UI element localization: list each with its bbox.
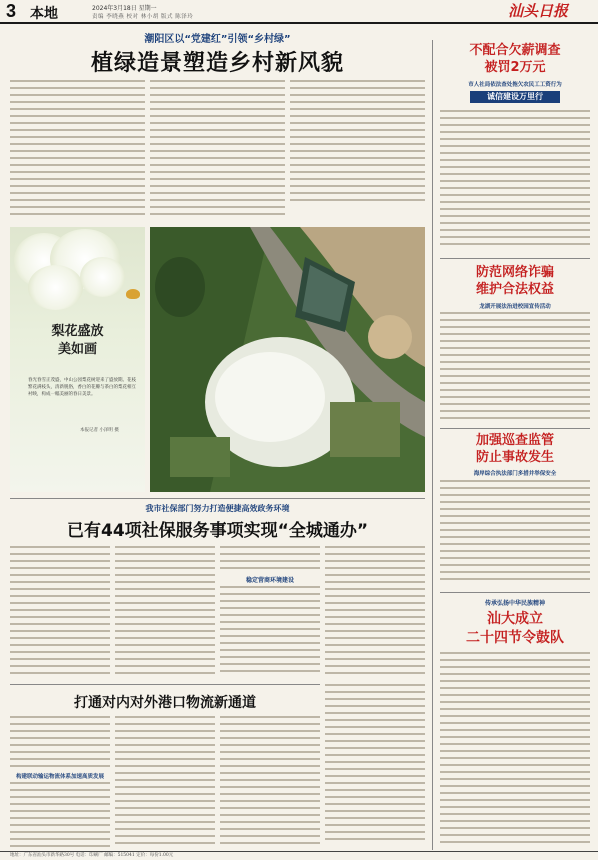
drum-headline: 汕大成立 二十四节令鼓队: [466, 611, 564, 646]
fraud-subhead: 龙湖开展法治进校园宣传活动: [479, 304, 551, 310]
photo-title: 梨花盛放 美如画: [51, 324, 104, 357]
divider: [10, 498, 425, 499]
social-kicker: 我市社保部门努力打造便捷高效政务环境: [145, 504, 290, 513]
wage-body: [440, 110, 590, 250]
masthead: [0, 0, 598, 24]
photo-caption: 春光春雪正茂盛，中山公园梨花树迎来了盛放期。花枝繁花满枝头，清新脱俗，香白的花瓣与茶白的梨花相互衬映，构成一幅美丽的春日美景。: [28, 378, 136, 397]
port-body-col1: [10, 716, 110, 768]
butterfly-icon: [126, 289, 140, 299]
divider: [440, 592, 590, 593]
drum-body: [440, 652, 590, 848]
pear-blossom-photo: [10, 227, 145, 492]
port-body-col1b: [10, 782, 110, 848]
integrity-label: 诚信建设万里行: [470, 91, 560, 103]
patrol-body: [440, 480, 590, 585]
divider: [10, 684, 320, 685]
port-headline: 打通对内对外港口物流新通道: [74, 695, 256, 711]
fraud-body: [440, 312, 590, 424]
social-subhead: 稳定营商环境建设: [245, 577, 294, 584]
drum-kicker: 传承弘扬中华民族精神: [484, 600, 545, 607]
footer-text: 地址：广东省汕头市新华路30号 电话：印刷厂 邮编：515041 定价：每份1.00元: [10, 853, 174, 858]
aerial-village-image: [150, 227, 425, 492]
issue-date: 2024年3月18日 星期一: [92, 5, 157, 12]
photo-credit: 本报记者 小泽明 摄: [80, 428, 119, 433]
column-divider: [432, 40, 433, 850]
port-body-col4: [325, 684, 425, 848]
port-subhead: 构建联动输运物流体系加速高质发展: [15, 774, 104, 780]
wage-subhead: 市人社局依法查处拖欠农民工工资行为: [468, 82, 562, 88]
editor-credits: 责编 李晓燕 校对 林小胡 版式 陈泽玲: [92, 14, 194, 20]
social-body-col1: [10, 546, 110, 676]
divider: [440, 258, 590, 259]
lead-kicker: 潮阳区以“党建红”引领“乡村绿”: [144, 34, 291, 45]
port-body-col3: [220, 716, 320, 848]
lead-body-col1: [10, 80, 145, 220]
port-body-col2: [115, 716, 215, 848]
page-number: 3: [6, 1, 17, 21]
section-name: 本地: [30, 6, 58, 22]
patrol-subhead: 海岸综合执法部门多措并举保安全: [473, 471, 557, 477]
social-body-col3: [220, 546, 320, 571]
lead-headline: 植绿造景塑造乡村新风貌: [90, 51, 344, 76]
newspaper-logo: 汕头日报: [507, 2, 568, 20]
social-body-col4: [325, 546, 425, 676]
aerial-village-photo: [150, 227, 425, 492]
fraud-headline: 防范网络诈骗 维护合法权益: [475, 265, 554, 297]
wage-headline: 不配合欠薪调查 被罚2万元: [469, 43, 561, 75]
lead-body-col3: [290, 80, 425, 220]
patrol-headline: 加强巡查监管 防止事故发生: [475, 433, 554, 465]
social-body-col3b: [220, 586, 320, 676]
divider: [440, 428, 590, 429]
lead-body-col2: [150, 80, 285, 220]
social-body-col2: [115, 546, 215, 676]
social-headline: 已有44项社保服务事项实现“全城通办”: [66, 521, 368, 541]
